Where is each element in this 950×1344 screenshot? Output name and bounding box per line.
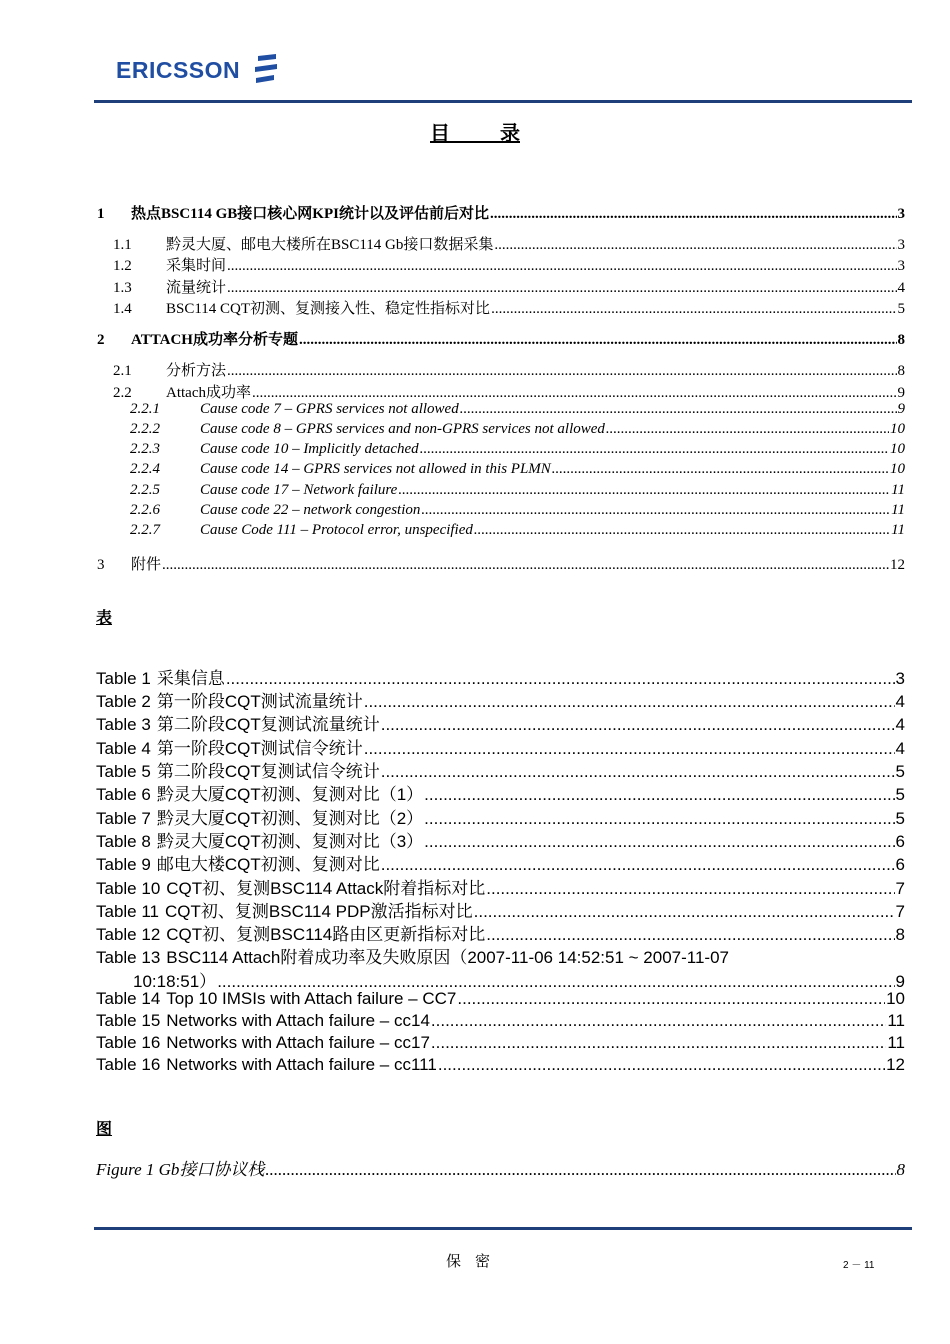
table-list-item[interactable]: Table 2 第一阶段CQT测试流量统计 ..... 4	[96, 687, 905, 712]
toc-entry-1-4[interactable]: 1.4 BSC114 CQT初测、复测接入性、稳定性指标对比 ..... 5	[113, 297, 905, 318]
page-number: 2 － 11	[843, 1260, 875, 1271]
toc-entry-2-2-6[interactable]: 2.2.6 Cause code 22 – network congestion ..... 11	[130, 502, 905, 519]
figures-heading: 图	[96, 1121, 113, 1138]
table-list-item[interactable]: Table 10 CQT初、复测BSC114 Attack附着指标对比 ..... 7	[96, 874, 905, 899]
table-list-item[interactable]: Table 4 第一阶段CQT测试信令统计 ..... 4	[96, 734, 905, 759]
toc-entry-1-3[interactable]: 1.3 流量统计 ..... 4	[113, 276, 905, 297]
table-list-item[interactable]: Table 6 黔灵大厦CQT初测、复测对比（1） ..... 5	[96, 780, 905, 805]
table-list-item[interactable]: Table 8 黔灵大厦CQT初测、复测对比（3） ..... 6	[96, 827, 905, 852]
toc-entry-1[interactable]: 1 热点BSC114 GB接口核心网KPI统计以及评估前后对比 ..... 3	[97, 202, 905, 223]
table-list-item-continuation[interactable]: 10:18:51） ..... 9	[133, 967, 905, 992]
tables-heading: 表	[96, 610, 113, 627]
toc-entry-3[interactable]: 3 附件 ..... 12	[97, 553, 905, 574]
table-list-item[interactable]: Table 16 Networks with Attach failure – cc17 ..... 11	[96, 1033, 905, 1053]
toc-entry-2-2-3[interactable]: 2.2.3 Cause code 10 – Implicitly detached ..... 10	[130, 441, 905, 458]
table-list-item[interactable]: Table 1 采集信息 ..... 3	[96, 664, 905, 689]
footer-rule	[94, 1227, 912, 1230]
table-list-item[interactable]: Table 7 黔灵大厦CQT初测、复测对比（2） ..... 5	[96, 804, 905, 829]
toc-entry-2-1[interactable]: 2.1 分析方法 ..... 8	[113, 359, 905, 380]
table-list-item[interactable]: Table 14 Top 10 IMSIs with Attach failure – CC7 ..... 10	[96, 989, 905, 1009]
table-list-item[interactable]: Table 15 Networks with Attach failure – cc14 ..... 11	[96, 1011, 905, 1031]
table-list-item[interactable]: Table 16 Networks with Attach failure – cc111 ..... 12	[96, 1055, 905, 1075]
toc-entry-2-2[interactable]: 2.2 Attach成功率 ..... 9	[113, 381, 905, 402]
toc-entry-2-2-5[interactable]: 2.2.5 Cause code 17 – Network failure ..... 11	[130, 482, 905, 499]
toc-entry-2-2-2[interactable]: 2.2.2 Cause code 8 – GPRS services and non-GPRS services not allowed ..... 10	[130, 421, 905, 438]
ericsson-logo	[116, 52, 280, 88]
toc-entry-1-2[interactable]: 1.2 采集时间 ..... 3	[113, 254, 905, 275]
toc-entry-2[interactable]: 2 ATTACH成功率分析专题 ..... 8	[97, 328, 905, 349]
table-list-item[interactable]: Table 9 邮电大楼CQT初测、复测对比 ..... 6	[96, 850, 905, 875]
confidential-label: 保密	[445, 1254, 504, 1270]
table-list-item[interactable]: Table 11 CQT初、复测BSC114 PDP激活指标对比 ..... 7	[96, 897, 905, 922]
header-rule	[94, 100, 912, 103]
toc-entry-1-1[interactable]: 1.1 黔灵大厦、邮电大楼所在BSC114 Gb接口数据采集 ..... 3	[113, 233, 905, 254]
table-list-item[interactable]: Table 13 BSC114 Attach附着成功率及失败原因（2007-11-06 14:52:51 ~ 2007-11-07	[96, 948, 729, 967]
logo-text: ERICSSON	[116, 56, 241, 83]
toc-entry-2-2-7[interactable]: 2.2.7 Cause Code 111 – Protocol error, unspecified ..... 11	[130, 522, 905, 539]
table-list-item[interactable]: Table 5 第二阶段CQT复测试信令统计 ..... 5	[96, 757, 905, 782]
toc-title: 目 录	[430, 123, 520, 145]
table-list-item[interactable]: Table 12 CQT初、复测BSC114路由区更新指标对比 ..... 8	[96, 920, 905, 945]
toc-entry-2-2-4[interactable]: 2.2.4 Cause code 14 – GPRS services not allowed in this PLMN ..... 10	[130, 461, 905, 478]
table-list-item[interactable]: Table 3 第二阶段CQT复测试流量统计 ..... 4	[96, 710, 905, 735]
figure-list-item[interactable]: Figure 1 Gb接口协议栈 ..... 8	[96, 1155, 905, 1180]
ericsson-mark-icon	[252, 54, 280, 86]
toc-entry-2-2-1[interactable]: 2.2.1 Cause code 7 – GPRS services not allowed ..... 9	[130, 401, 905, 418]
